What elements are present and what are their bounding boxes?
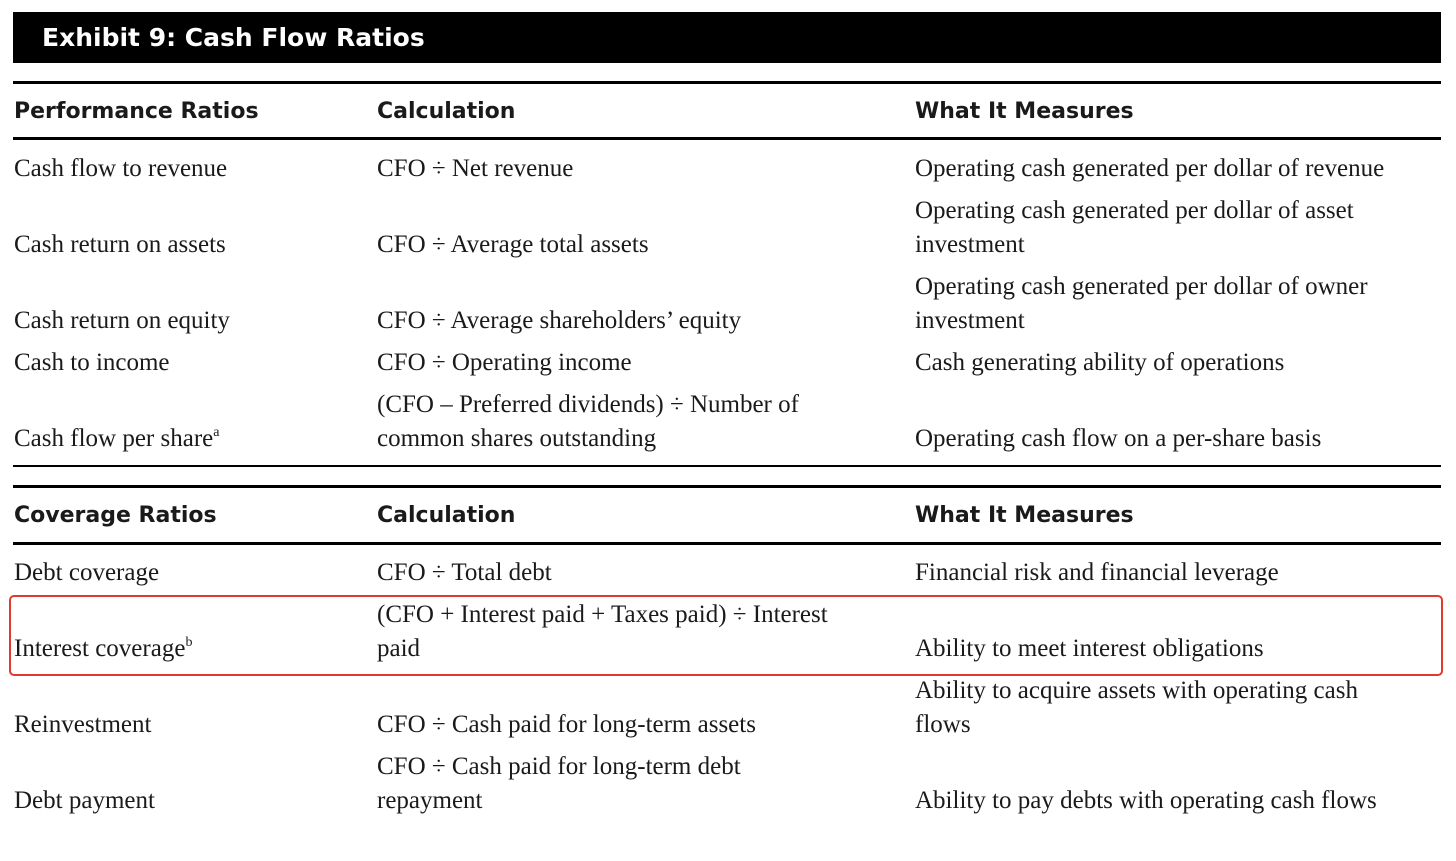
- row-calculation: (CFO + Interest paid + Taxes paid) ÷ Interest: [377, 601, 828, 628]
- section-end-rule: [13, 465, 1441, 467]
- row-measures-cont: investment: [915, 231, 1025, 258]
- row-name: Debt coverage: [14, 559, 160, 586]
- header-calculation: Calculation: [377, 99, 516, 124]
- header-rule: [13, 137, 1441, 140]
- header-coverage-ratios: Coverage Ratios: [14, 503, 217, 528]
- section-top-rule: [13, 485, 1441, 488]
- row-calculation: CFO ÷ Average total assets: [377, 231, 649, 258]
- row-name: Interest coverage$^b$: [14, 635, 193, 662]
- row-measures: Cash generating ability of operations: [915, 349, 1285, 376]
- row-name: Cash return on assets: [14, 231, 226, 258]
- header-performance-ratios: Performance Ratios: [14, 99, 259, 124]
- row-name: Cash flow per share$^a$: [14, 425, 220, 452]
- row-calculation: CFO ÷ Cash paid for long-term assets: [377, 711, 756, 738]
- header-rule: [13, 542, 1441, 545]
- row-calculation: CFO ÷ Net revenue: [377, 155, 574, 182]
- row-name: Cash return on equity: [14, 307, 230, 334]
- row-name: Cash flow to revenue: [14, 155, 228, 182]
- header-what-it-measures: What It Measures: [915, 99, 1134, 124]
- highlight-box: [9, 595, 1443, 676]
- row-calculation: CFO ÷ Total debt: [377, 559, 552, 586]
- row-calculation: (CFO – Preferred dividends) ÷ Number of: [377, 391, 799, 418]
- row-calculation-cont: repayment: [377, 787, 483, 814]
- footnote-marker: a: [213, 425, 220, 440]
- footnote-marker: b: [185, 635, 193, 650]
- exhibit-title: Exhibit 9: Cash Flow Ratios: [13, 12, 1441, 63]
- row-name: Reinvestment: [14, 711, 152, 738]
- row-calculation-cont: paid: [377, 635, 421, 662]
- section-top-rule: [13, 81, 1441, 84]
- row-calculation: CFO ÷ Cash paid for long-term debt: [377, 753, 741, 780]
- row-measures: Ability to pay debts with operating cash flows: [915, 787, 1377, 814]
- row-measures: Financial risk and financial leverage: [915, 559, 1279, 586]
- header-calculation: Calculation: [377, 503, 516, 528]
- row-measures-cont: investment: [915, 307, 1025, 334]
- row-calculation: CFO ÷ Average shareholders’ equity: [377, 307, 742, 334]
- row-measures-cont: flows: [915, 711, 971, 738]
- row-name: Cash to income: [14, 349, 170, 376]
- row-calculation-cont: common shares outstanding: [377, 425, 657, 452]
- row-measures: Ability to meet interest obligations: [915, 635, 1264, 662]
- row-measures: Operating cash generated per dollar of revenue: [915, 155, 1385, 182]
- row-measures: Operating cash generated per dollar of owner: [915, 273, 1368, 300]
- row-measures: Operating cash flow on a per-share basis: [915, 425, 1322, 452]
- row-measures: Ability to acquire assets with operating cash: [915, 677, 1358, 704]
- row-name: Debt payment: [14, 787, 155, 814]
- row-measures: Operating cash generated per dollar of asset: [915, 197, 1354, 224]
- header-what-it-measures: What It Measures: [915, 503, 1134, 528]
- row-calculation: CFO ÷ Operating income: [377, 349, 632, 376]
